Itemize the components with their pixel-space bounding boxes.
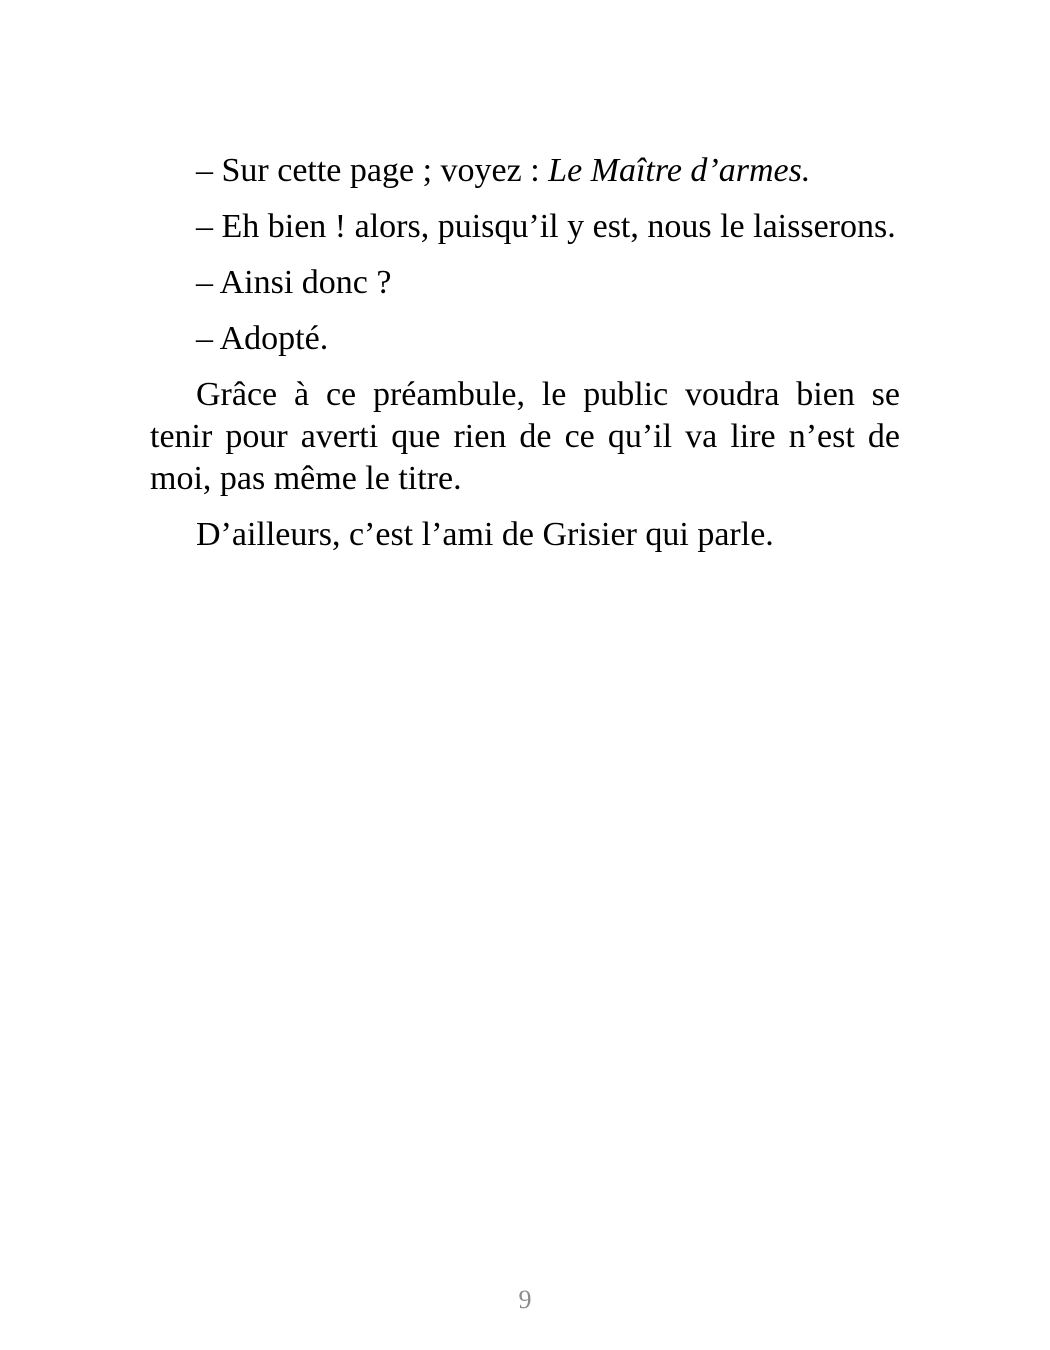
paragraph-narration-1 <box>150 374 900 500</box>
paragraph-text: D’ailleurs, c’est l’ami de Grisier qui parle. <box>196 516 774 553</box>
page-body <box>150 150 900 570</box>
page-number: 9 <box>518 1285 532 1314</box>
paragraph-text: – Adopté. <box>196 320 329 357</box>
paragraph-dialogue-1 <box>150 150 900 192</box>
paragraph-dialogue-4 <box>150 318 900 360</box>
paragraph-text: – Ainsi donc ? <box>196 264 392 301</box>
paragraph-dialogue-3 <box>150 262 900 304</box>
paragraph-narration-2 <box>150 514 900 556</box>
book-title-italic: Le Maître d’armes. <box>548 152 811 189</box>
paragraph-text: Grâce à ce préambule, le public voudra bien se tenir pour averti que rien de ce qu’il va lire n’est de moi, pas même le titre. <box>150 376 900 497</box>
paragraph-text: – Sur cette page ; voyez : <box>196 152 549 189</box>
paragraph-dialogue-2 <box>150 206 900 248</box>
paragraph-text: – Eh bien ! alors, puisqu’il y est, nous le laisserons. <box>196 208 896 245</box>
